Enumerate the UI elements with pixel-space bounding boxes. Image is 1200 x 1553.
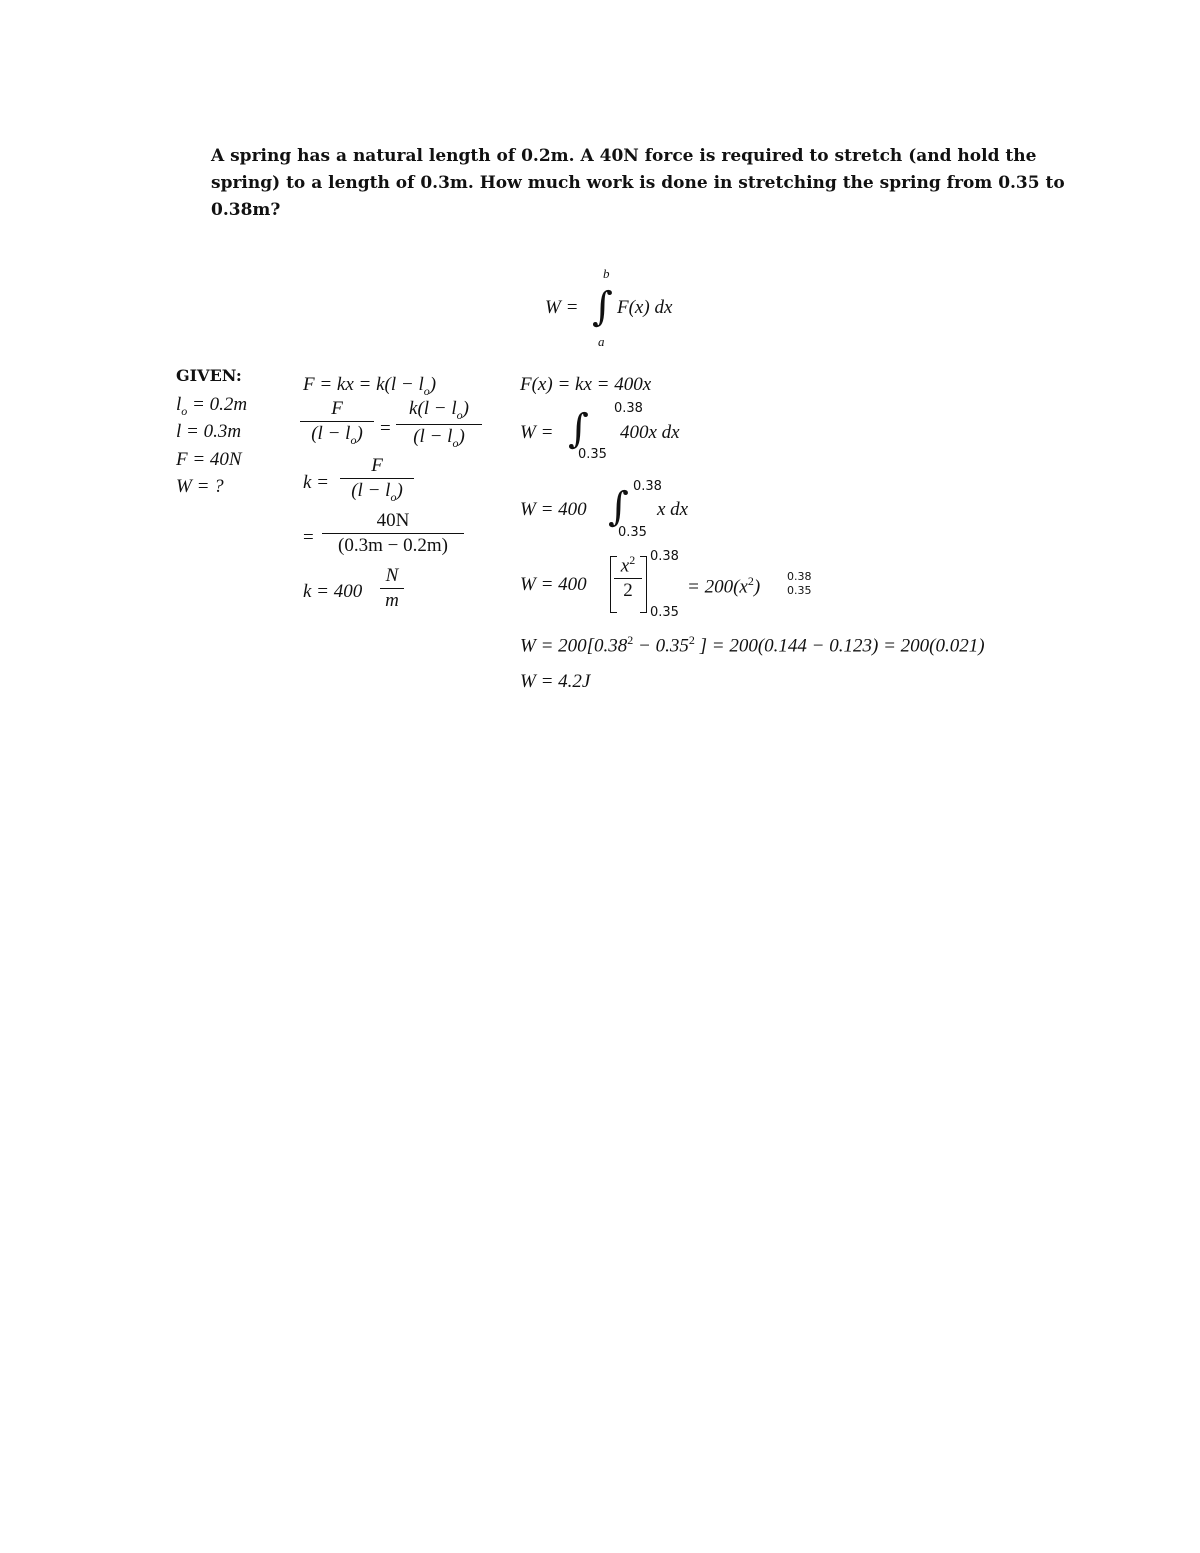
k-equals: k = <box>303 472 330 493</box>
frac-left <box>300 398 374 448</box>
w3-fraction-numerator: $x^2$ <box>620 553 636 577</box>
k-fraction-denominator: $(l - l_o)$ <box>340 478 414 505</box>
frac-right-denominator: $(l - l_o)$ <box>396 424 482 451</box>
w4-expression: $W = 200[0.38^2 - 0.35^2$ ] = 200(0.144 − 0.123) = 200(0.021) <box>520 633 985 657</box>
integral-sign-icon: ∫ <box>568 406 589 452</box>
w3-rhs-lower-limit: 0.35 <box>787 584 812 597</box>
work-formula-lower-limit: a <box>598 334 605 349</box>
w3-lhs: W = 400 <box>520 574 587 595</box>
w3-fraction <box>614 553 642 602</box>
equals-sign-2: = <box>303 527 314 548</box>
work-formula-lhs: W = <box>545 297 579 318</box>
integral-sign-icon: ∫ <box>592 284 613 330</box>
right-bracket-icon <box>640 556 647 613</box>
given-lo: $l_o = 0.2m$ <box>176 394 248 418</box>
w3-lower-limit: 0.35 <box>650 605 679 620</box>
w3-rhs: = $200(x^2)$ <box>687 574 761 598</box>
frac-right-numerator: $k(l - l_o)$ <box>409 398 469 422</box>
k-fraction-numerator: F <box>371 455 383 476</box>
k-fraction <box>340 455 414 505</box>
given-heading: GIVEN: <box>176 366 242 385</box>
problem-line-3: 0.38m? <box>211 200 281 220</box>
problem-statement <box>211 143 1065 224</box>
equals-sign: = <box>380 418 391 439</box>
w1-upper-limit: 0.38 <box>614 401 643 416</box>
given-F: F = 40N <box>176 449 242 470</box>
frac-right <box>396 398 482 451</box>
final-answer: W = 4.2J <box>520 671 591 692</box>
w1-lhs: W = <box>520 422 554 443</box>
k-unit-fraction <box>380 565 404 612</box>
k-numeric-denominator: (0.3m − 0.2m) <box>322 533 464 557</box>
w1-lower-limit: 0.35 <box>578 447 607 462</box>
k-result: k = 400 <box>303 581 363 602</box>
k-unit-numerator: N <box>385 565 399 586</box>
w3-upper-limit: 0.38 <box>650 549 679 564</box>
w2-integrand: x dx <box>657 499 689 520</box>
w1-integrand: 400x dx <box>620 422 680 443</box>
hooke-law-eq: F = kx = $k(l - l_o)$ <box>303 374 437 398</box>
given-l: l = 0.3m <box>176 421 242 442</box>
k-numeric-fraction <box>322 510 464 557</box>
w2-lhs: W = 400 <box>520 499 587 520</box>
frac-left-numerator: F <box>331 398 343 419</box>
w2-lower-limit: 0.35 <box>618 525 647 540</box>
k-unit-denominator: m <box>380 588 404 612</box>
w2-upper-limit: 0.38 <box>633 479 662 494</box>
k-numeric-numerator: 40N <box>376 510 410 531</box>
work-formula-integrand: F(x) dx <box>617 297 673 318</box>
integral-sign-icon: ∫ <box>608 484 629 530</box>
given-W: W = ? <box>176 476 224 497</box>
w3-fraction-denominator: 2 <box>614 578 642 602</box>
force-function: F(x) = kx = 400x <box>520 374 652 395</box>
work-formula-upper-limit: b <box>603 266 610 281</box>
frac-left-denominator: $(l - l_o)$ <box>300 421 374 448</box>
problem-line-2: spring) to a length of 0.3m. How much work is done in stretching the spring from 0.35 to <box>211 173 1065 193</box>
problem-line-1: A spring has a natural length of 0.2m. A 40N force is required to stretch (and hold the <box>211 146 1037 166</box>
w3-rhs-upper-limit: 0.38 <box>787 570 812 583</box>
